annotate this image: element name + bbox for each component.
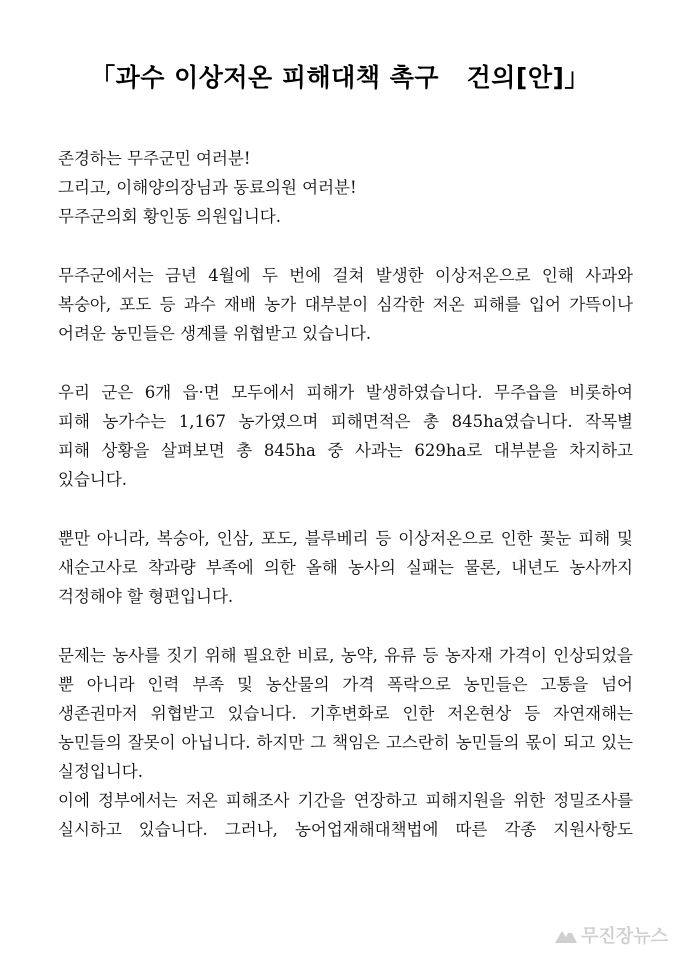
- watermark: [555, 922, 668, 948]
- paragraph-line: 무주군에서는 금년 4월에 두 번에 걸쳐 발생한 이상저온으로 인해 사과와: [58, 266, 633, 285]
- paragraph-line: 복숭아, 포도 등 과수 재배 농가 대부분이 심각한 저온 피해를 입어 가뜩이나: [58, 295, 633, 314]
- paragraph-line: 이에 정부에서는 저온 피해조사 기간을 연장하고 피해지원을 위한 정밀조사를: [58, 791, 633, 810]
- paragraph-line: 우리 군은 6개 읍·면 모두에서 피해가 발생하였습니다. 무주읍을 비롯하여: [58, 383, 633, 402]
- page-title: 「과수 이상저온 피해대책 촉구 건의[안]」: [90, 63, 590, 92]
- greeting-line: 존경하는 무주군민 여러분!: [58, 149, 251, 168]
- paragraph-line: 피해 상황을 살펴보면 총 845ha 중 사과는 629ha로 대부분을 차지하고: [58, 441, 633, 460]
- paragraph-line: 뿐만 아니라, 복숭아, 인삼, 포도, 블루베리 등 이상저온으로 인한 꽃눈 피해 및: [58, 529, 633, 548]
- paragraph-line: 농민들의 잘못이 아닙니다. 하지만 그 책임은 고스란히 농민들의 몫이 되고 있는: [58, 733, 633, 752]
- greeting-line: 무주군의회 황인동 의원입니다.: [58, 207, 281, 226]
- paragraph-government-response: [58, 786, 633, 844]
- paragraph-line: 피해 농가수는 1,167 농가였으며 피해면적은 총 845ha였습니다. 작목별: [58, 412, 633, 431]
- paragraph-line: 실시하고 있습니다. 그러나, 농어업재해대책법에 따른 각종 지원사항도: [58, 820, 633, 839]
- paragraph-line: 생존권마저 위협받고 있습니다. 기후변화로 인한 저온현상 등 자연재해는: [58, 704, 633, 723]
- paragraph-line: 뿐 아니라 인력 부족 및 농산물의 가격 폭락으로 농민들은 고통을 넘어: [58, 675, 633, 694]
- paragraph-line: 있습니다.: [58, 470, 128, 489]
- paragraph-damage-statistics: [58, 378, 633, 494]
- paragraph-line: 문제는 농사를 짓기 위해 필요한 비료, 농약, 유류 등 농자재 가격이 인상되었을: [58, 646, 633, 665]
- paragraph-damage-overview: [58, 261, 633, 348]
- paragraph-line: 새순고사로 착과량 부족에 의한 올해 농사의 실패는 물론, 내년도 농사까지: [58, 558, 633, 577]
- greeting-line: 그리고, 이해양의장님과 동료의원 여러분!: [58, 178, 357, 197]
- paragraph-other-crops: [58, 524, 633, 611]
- paragraph-line: 어려운 농민들은 생계를 위협받고 있습니다.: [58, 324, 372, 343]
- paragraph-problem: [58, 641, 633, 786]
- mountain-logo-icon: [555, 927, 577, 943]
- document-body: [58, 144, 633, 844]
- watermark-text: 무진장뉴스: [581, 926, 668, 947]
- paragraph-line: 걱정해야 할 형편입니다.: [58, 587, 234, 606]
- paragraph-line: 실정입니다.: [58, 762, 143, 781]
- greeting: [58, 144, 633, 231]
